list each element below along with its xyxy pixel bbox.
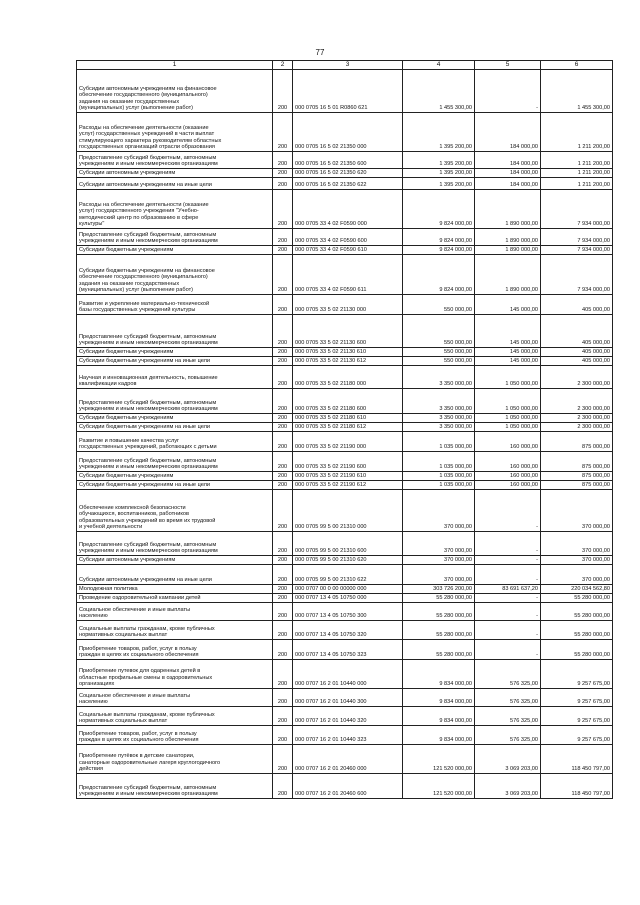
col-unexecuted: 9 257 675,00	[541, 689, 613, 707]
col-table-line: 200	[273, 452, 293, 472]
col-code: 000 0705 33 5 02 21180 600	[293, 389, 403, 414]
col-executed: 1 890 000,00	[475, 190, 541, 229]
col-approved: 303 726 200,00	[403, 585, 475, 594]
col-code: 000 0707 16 2 01 20460 600	[293, 774, 403, 799]
col-approved: 370 000,00	[403, 565, 475, 585]
col-table-line: 200	[273, 481, 293, 490]
table-row	[77, 432, 613, 452]
col-executed: -	[475, 621, 541, 640]
col-unexecuted: 875 000,00	[541, 481, 613, 490]
col-table-line: 200	[273, 432, 293, 452]
col-description: Обеспечение комплексной безопасности обучающихся, воспитанников, работников образовательных учреждений во время их трудовой и учебной деятельности	[77, 490, 273, 532]
col-unexecuted: 9 257 675,00	[541, 660, 613, 689]
col-executed: -	[475, 640, 541, 660]
table-row	[77, 190, 613, 229]
table-row	[77, 532, 613, 556]
col-approved: 1 035 000,00	[403, 452, 475, 472]
col-description: Научная и инновационная деятельность, повышение квалификации кадров	[77, 366, 273, 389]
col-table-line: 200	[273, 348, 293, 357]
col-unexecuted: 55 280 000,00	[541, 594, 613, 603]
col-table-line: 200	[273, 70, 293, 113]
table-row	[77, 423, 613, 432]
col-description: Субсидии бюджетным учреждениям	[77, 348, 273, 357]
col-description: Субсидии бюджетным учреждениям	[77, 472, 273, 481]
col-unexecuted: 370 000,00	[541, 556, 613, 565]
col-executed: 576 325,00	[475, 660, 541, 689]
col-table-line: 200	[273, 707, 293, 726]
col-code: 000 0705 33 4 02 F0590 610	[293, 246, 403, 255]
col-code: 000 0705 33 5 02 21130 000	[293, 295, 403, 315]
col-approved: 550 000,00	[403, 315, 475, 348]
col-unexecuted: 370 000,00	[541, 490, 613, 532]
col-description: Субсидии бюджетным учреждениям на иные цели	[77, 423, 273, 432]
col-unexecuted: 55 280 000,00	[541, 640, 613, 660]
col-code: 000 0705 99 5 00 21310 622	[293, 565, 403, 585]
table-row	[77, 707, 613, 726]
header-col-table-line: 2	[273, 61, 293, 70]
col-executed: 160 000,00	[475, 432, 541, 452]
col-description: Социальное обеспечение и иные выплаты населению	[77, 603, 273, 621]
col-executed: 1 050 000,00	[475, 423, 541, 432]
col-description: Социальные выплаты гражданам, кроме публичных нормативных социальных выплат	[77, 621, 273, 640]
col-unexecuted: 118 450 797,00	[541, 745, 613, 774]
col-description: Субсидии бюджетным учреждениям	[77, 414, 273, 423]
col-code: 000 0705 16 5 02 21350 620	[293, 169, 403, 178]
col-code: 000 0707 16 2 01 10440 320	[293, 707, 403, 726]
col-table-line: 200	[273, 726, 293, 745]
col-description: Приобретение путевок для одаренных детей в областные профильные смены в оздоровительных организациях	[77, 660, 273, 689]
col-description: Субсидии бюджетным учреждениям на иные цели	[77, 357, 273, 366]
col-unexecuted: 7 934 000,00	[541, 246, 613, 255]
table-row	[77, 229, 613, 246]
col-approved: 3 350 000,00	[403, 414, 475, 423]
col-executed: 3 069 203,00	[475, 745, 541, 774]
table-row	[77, 452, 613, 472]
table-row	[77, 726, 613, 745]
col-approved: 121 520 000,00	[403, 774, 475, 799]
col-table-line: 200	[273, 621, 293, 640]
col-table-line: 200	[273, 745, 293, 774]
col-table-line: 200	[273, 169, 293, 178]
col-unexecuted: 875 000,00	[541, 452, 613, 472]
col-description: Приобретение товаров, работ, услуг в пользу граждан в целях их социального обеспечения	[77, 726, 273, 745]
col-table-line: 200	[273, 178, 293, 190]
col-table-line: 200	[273, 640, 293, 660]
col-table-line: 200	[273, 565, 293, 585]
col-description: Предоставление субсидий бюджетным, автономным учреждениям и иным некоммерческим организациям	[77, 315, 273, 348]
col-description: Субсидии бюджетным учреждениям на иные цели	[77, 481, 273, 490]
col-description: Развитие и повышение качества услуг государственных учреждений, работающих с детьми	[77, 432, 273, 452]
col-unexecuted: 220 034 562,80	[541, 585, 613, 594]
col-description: Субсидии автономным учреждениям на финансовое обеспечение государственного (муниципального) задания на оказание государственных (муниципальных) услуг (выполнение работ)	[77, 70, 273, 113]
col-executed: 1 890 000,00	[475, 229, 541, 246]
col-approved: 1 395 200,00	[403, 169, 475, 178]
col-table-line: 200	[273, 113, 293, 152]
col-table-line: 200	[273, 229, 293, 246]
col-code: 000 0705 33 5 02 21180 610	[293, 414, 403, 423]
col-table-line: 200	[273, 366, 293, 389]
table-row	[77, 178, 613, 190]
col-executed: 1 890 000,00	[475, 255, 541, 295]
col-unexecuted: 2 300 000,00	[541, 389, 613, 414]
col-code: 000 0707 13 4 05 10750 323	[293, 640, 403, 660]
table-row	[77, 366, 613, 389]
col-approved: 1 395 200,00	[403, 178, 475, 190]
col-table-line: 200	[273, 774, 293, 799]
col-table-line: 200	[273, 246, 293, 255]
col-executed: 145 000,00	[475, 357, 541, 366]
col-code: 000 0705 16 5 02 21350 000	[293, 113, 403, 152]
header-col-unexecuted: 6	[541, 61, 613, 70]
col-unexecuted: 118 450 797,00	[541, 774, 613, 799]
col-description: Предоставление субсидий бюджетным, автономным учреждениям и иным некоммерческим организациям	[77, 532, 273, 556]
col-unexecuted: 7 934 000,00	[541, 255, 613, 295]
col-unexecuted: 9 257 675,00	[541, 726, 613, 745]
col-executed: 184 000,00	[475, 113, 541, 152]
col-code: 000 0705 33 5 02 21190 000	[293, 432, 403, 452]
col-executed: 145 000,00	[475, 348, 541, 357]
col-approved: 3 350 000,00	[403, 389, 475, 414]
col-code: 000 0705 33 5 02 21130 610	[293, 348, 403, 357]
table-row	[77, 70, 613, 113]
col-table-line: 200	[273, 660, 293, 689]
table-row	[77, 774, 613, 799]
col-description: Социальные выплаты гражданам, кроме публичных нормативных социальных выплат	[77, 707, 273, 726]
table-row	[77, 621, 613, 640]
col-unexecuted: 9 257 675,00	[541, 707, 613, 726]
col-unexecuted: 405 000,00	[541, 357, 613, 366]
col-code: 000 0705 16 5 02 21350 622	[293, 178, 403, 190]
col-table-line: 200	[273, 295, 293, 315]
col-executed: -	[475, 490, 541, 532]
col-code: 000 0705 16 5 02 21350 600	[293, 152, 403, 169]
col-approved: 1 395 200,00	[403, 152, 475, 169]
col-approved: 3 350 000,00	[403, 423, 475, 432]
table-row	[77, 594, 613, 603]
col-unexecuted: 2 300 000,00	[541, 423, 613, 432]
col-description: Расходы на обеспечение деятельности (оказание услуг) государственного учреждения "Учебно- методический центр по образованию в сфере культуры"	[77, 190, 273, 229]
col-approved: 121 520 000,00	[403, 745, 475, 774]
col-description: Развитие и укрепление материально-технической базы государственных учреждений культуры	[77, 295, 273, 315]
col-executed: -	[475, 556, 541, 565]
col-executed: 1 050 000,00	[475, 389, 541, 414]
budget-table	[76, 60, 613, 799]
col-unexecuted: 370 000,00	[541, 565, 613, 585]
col-table-line: 200	[273, 490, 293, 532]
col-code: 000 0705 33 4 02 F0590 000	[293, 190, 403, 229]
col-code: 000 0705 33 4 02 F0590 611	[293, 255, 403, 295]
col-table-line: 200	[273, 472, 293, 481]
col-table-line: 200	[273, 594, 293, 603]
col-code: 000 0707 16 2 01 10440 000	[293, 660, 403, 689]
col-approved: 370 000,00	[403, 556, 475, 565]
col-unexecuted: 405 000,00	[541, 295, 613, 315]
col-approved: 550 000,00	[403, 357, 475, 366]
col-executed: -	[475, 565, 541, 585]
col-executed: 3 069 203,00	[475, 774, 541, 799]
col-executed: -	[475, 532, 541, 556]
col-description: Предоставление субсидий бюджетным, автономным учреждениям и иным некоммерческим организациям	[77, 389, 273, 414]
col-table-line: 200	[273, 585, 293, 594]
table-header-row	[77, 61, 613, 70]
col-description: Предоставление субсидий бюджетным, автономным учреждениям и иным некоммерческим организациям	[77, 774, 273, 799]
table-row	[77, 414, 613, 423]
col-code: 000 0707 16 2 01 10440 300	[293, 689, 403, 707]
col-description: Субсидии бюджетным учреждениям на финансовое обеспечение государственного (муниципального) задания на оказание государственных (муниципальных) услуг (выполнение работ)	[77, 255, 273, 295]
col-executed: 83 691 637,20	[475, 585, 541, 594]
table-row	[77, 745, 613, 774]
col-description: Субсидии бюджетным учреждениям	[77, 246, 273, 255]
col-description: Социальное обеспечение и иные выплаты населению	[77, 689, 273, 707]
col-code: 000 0707 16 2 01 20460 000	[293, 745, 403, 774]
col-code: 000 0707 13 4 05 10750 300	[293, 603, 403, 621]
col-approved: 550 000,00	[403, 348, 475, 357]
col-unexecuted: 405 000,00	[541, 315, 613, 348]
col-table-line: 200	[273, 532, 293, 556]
col-description: Предоставление субсидий бюджетным, автономным учреждениям и иным некоммерческим организациям	[77, 229, 273, 246]
table-row	[77, 565, 613, 585]
col-table-line: 200	[273, 315, 293, 348]
col-unexecuted: 7 934 000,00	[541, 190, 613, 229]
table-row	[77, 603, 613, 621]
col-unexecuted: 1 211 200,00	[541, 178, 613, 190]
col-approved: 3 350 000,00	[403, 366, 475, 389]
col-code: 000 0705 33 5 02 21190 600	[293, 452, 403, 472]
col-unexecuted: 2 300 000,00	[541, 366, 613, 389]
col-description: Субсидии автономным учреждениям	[77, 556, 273, 565]
table-row	[77, 640, 613, 660]
table-row	[77, 169, 613, 178]
col-code: 000 0705 33 5 02 21180 000	[293, 366, 403, 389]
col-approved: 1 035 000,00	[403, 472, 475, 481]
col-table-line: 200	[273, 556, 293, 565]
col-approved: 1 395 200,00	[403, 113, 475, 152]
table-row	[77, 315, 613, 348]
col-code: 000 0705 33 5 02 21130 612	[293, 357, 403, 366]
col-description: Расходы на обеспечение деятельности (оказание услуг) государственных учреждений в части выплат стимулирующего характера руководителям областных государственных организаций отрасли образования	[77, 113, 273, 152]
table-row	[77, 556, 613, 565]
col-description: Проведение оздоровительной кампании детей	[77, 594, 273, 603]
col-description: Субсидии автономным учреждениям на иные цели	[77, 178, 273, 190]
col-approved: 55 280 000,00	[403, 621, 475, 640]
col-unexecuted: 405 000,00	[541, 348, 613, 357]
table-row	[77, 357, 613, 366]
table-row	[77, 152, 613, 169]
col-approved: 9 824 000,00	[403, 229, 475, 246]
col-unexecuted: 1 211 200,00	[541, 169, 613, 178]
table-row	[77, 246, 613, 255]
header-col-executed: 5	[475, 61, 541, 70]
col-unexecuted: 55 280 000,00	[541, 603, 613, 621]
col-table-line: 200	[273, 414, 293, 423]
col-description: Приобретение путёвок в детские санатории, санаторные оздоровительные лагеря круглогодичного действия	[77, 745, 273, 774]
col-unexecuted: 7 934 000,00	[541, 229, 613, 246]
col-code: 000 0705 33 5 02 21130 600	[293, 315, 403, 348]
col-approved: 9 824 000,00	[403, 255, 475, 295]
col-table-line: 200	[273, 255, 293, 295]
col-executed: -	[475, 603, 541, 621]
table-row	[77, 585, 613, 594]
col-approved: 1 035 000,00	[403, 481, 475, 490]
col-unexecuted: 875 000,00	[541, 472, 613, 481]
page-number: 77	[315, 48, 325, 57]
col-executed: 160 000,00	[475, 472, 541, 481]
col-code: 000 0705 16 5 01 R0860 621	[293, 70, 403, 113]
col-executed: 145 000,00	[475, 295, 541, 315]
col-approved: 9 824 000,00	[403, 246, 475, 255]
col-code: 000 0707 13 4 05 10750 000	[293, 594, 403, 603]
col-approved: 9 834 000,00	[403, 707, 475, 726]
col-code: 000 0707 13 4 05 10750 320	[293, 621, 403, 640]
col-description: Субсидии автономным учреждениям на иные цели	[77, 565, 273, 585]
header-col-approved: 4	[403, 61, 475, 70]
col-table-line: 200	[273, 152, 293, 169]
col-executed: 1 050 000,00	[475, 366, 541, 389]
col-approved: 370 000,00	[403, 532, 475, 556]
col-approved: 9 824 000,00	[403, 190, 475, 229]
table-row	[77, 490, 613, 532]
table-row	[77, 255, 613, 295]
col-executed: -	[475, 594, 541, 603]
table-row	[77, 689, 613, 707]
col-approved: 550 000,00	[403, 295, 475, 315]
col-approved: 370 000,00	[403, 490, 475, 532]
col-executed: 160 000,00	[475, 481, 541, 490]
col-code: 000 0705 33 4 02 F0590 600	[293, 229, 403, 246]
col-description: Предоставление субсидий бюджетным, автономным учреждениям и иным некоммерческим организациям	[77, 452, 273, 472]
col-executed: 184 000,00	[475, 169, 541, 178]
header-col-code: 3	[293, 61, 403, 70]
table-row	[77, 295, 613, 315]
table-row	[77, 113, 613, 152]
col-table-line: 200	[273, 190, 293, 229]
col-code: 000 0705 99 5 00 21310 620	[293, 556, 403, 565]
col-executed: 576 325,00	[475, 689, 541, 707]
col-approved: 55 280 000,00	[403, 640, 475, 660]
col-unexecuted: 1 455 300,00	[541, 70, 613, 113]
col-code: 000 0707 16 2 01 10440 323	[293, 726, 403, 745]
col-approved: 9 834 000,00	[403, 689, 475, 707]
col-description: Приобретение товаров, работ, услуг в пользу граждан в целях их социального обеспечения	[77, 640, 273, 660]
col-unexecuted: 1 211 200,00	[541, 113, 613, 152]
col-unexecuted: 875 000,00	[541, 432, 613, 452]
col-unexecuted: 55 280 000,00	[541, 621, 613, 640]
col-approved: 9 834 000,00	[403, 726, 475, 745]
col-unexecuted: 370 000,00	[541, 532, 613, 556]
table-row	[77, 472, 613, 481]
col-description: Субсидии автономным учреждениям	[77, 169, 273, 178]
table-row	[77, 660, 613, 689]
col-unexecuted: 1 211 200,00	[541, 152, 613, 169]
col-code: 000 0707 00 0 00 00000 000	[293, 585, 403, 594]
col-executed: 576 325,00	[475, 726, 541, 745]
col-code: 000 0705 33 5 02 21190 612	[293, 481, 403, 490]
col-code: 000 0705 99 5 00 21310 000	[293, 490, 403, 532]
col-code: 000 0705 99 5 00 21310 600	[293, 532, 403, 556]
table-row	[77, 348, 613, 357]
col-approved: 9 834 000,00	[403, 660, 475, 689]
table-row	[77, 481, 613, 490]
col-table-line: 200	[273, 389, 293, 414]
col-executed: 1 890 000,00	[475, 246, 541, 255]
col-executed: 160 000,00	[475, 452, 541, 472]
col-table-line: 200	[273, 423, 293, 432]
col-table-line: 200	[273, 603, 293, 621]
col-table-line: 200	[273, 357, 293, 366]
col-unexecuted: 2 300 000,00	[541, 414, 613, 423]
col-executed: 145 000,00	[475, 315, 541, 348]
col-approved: 55 280 000,00	[403, 603, 475, 621]
col-code: 000 0705 33 5 02 21180 612	[293, 423, 403, 432]
col-executed: 184 000,00	[475, 178, 541, 190]
table-row	[77, 389, 613, 414]
col-executed: 576 325,00	[475, 707, 541, 726]
col-approved: 1 035 000,00	[403, 432, 475, 452]
col-executed: 1 050 000,00	[475, 414, 541, 423]
col-approved: 1 455 300,00	[403, 70, 475, 113]
col-code: 000 0705 33 5 02 21190 610	[293, 472, 403, 481]
col-table-line: 200	[273, 689, 293, 707]
col-description: Молодежная политика	[77, 585, 273, 594]
col-executed: 184 000,00	[475, 152, 541, 169]
header-col-description: 1	[77, 61, 273, 70]
col-description: Предоставление субсидий бюджетным, автономным учреждениям и иным некоммерческим организациям	[77, 152, 273, 169]
col-approved: 55 280 000,00	[403, 594, 475, 603]
col-executed: -	[475, 70, 541, 113]
